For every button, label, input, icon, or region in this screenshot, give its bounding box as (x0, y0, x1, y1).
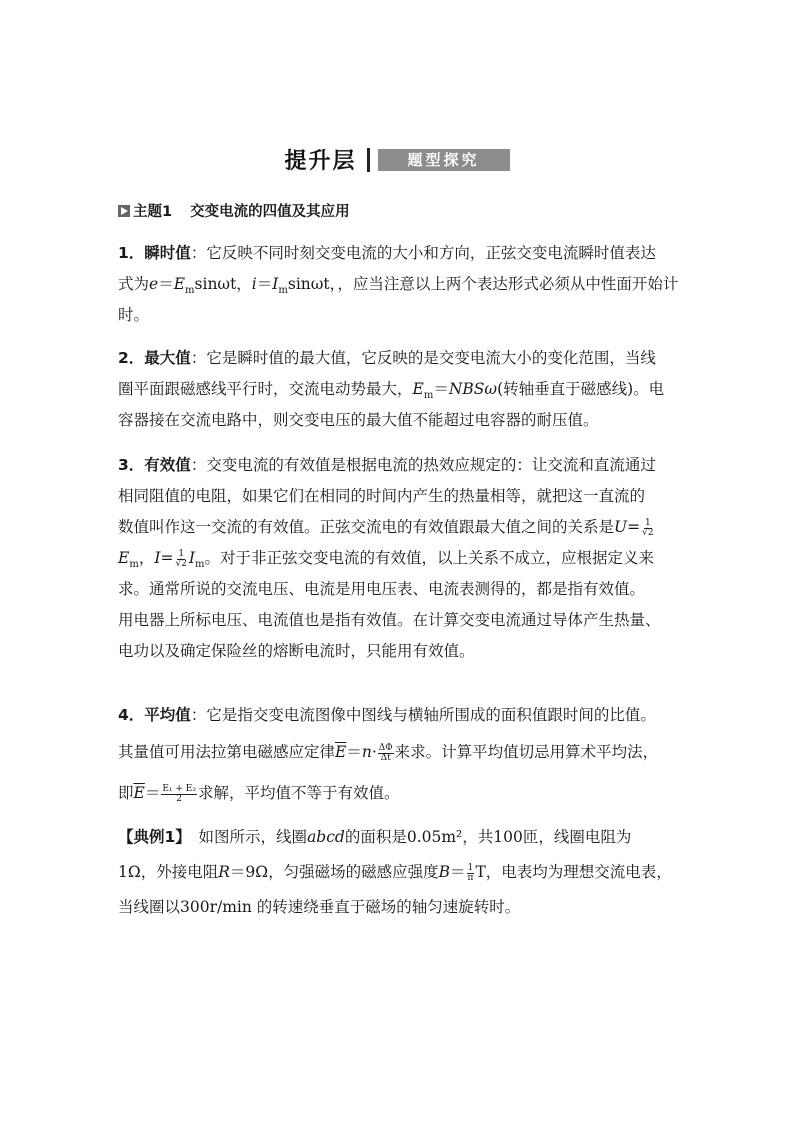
symbol-abcd: abcd (307, 828, 345, 846)
text-line: 当线圈以300r/min 的转速绕垂直于磁场的轴匀速旋转时。 (118, 898, 521, 916)
text-line: 时。 (118, 306, 150, 324)
example-problem (118, 822, 684, 923)
text-line: 容器接在交流电路中，则交变电压的最大值不能超过电容器的耐压值。 (118, 411, 599, 429)
subscript-m: m (185, 285, 195, 297)
equals: = (160, 549, 174, 567)
header-badge: 题型探究 (378, 149, 510, 171)
term-effective: 有效值 (144, 456, 191, 474)
paragraph-instantaneous (118, 238, 684, 331)
fraction-e-sum (161, 785, 197, 804)
denominator: √2 (175, 558, 187, 569)
numerator: 1 (178, 548, 185, 559)
text-line: 相同阻值的电阻，如果它们在相同的时间内产生的热量相等，就把这一直流的 (118, 487, 646, 505)
topic-label: 主题1 (133, 204, 173, 220)
text-line: T，电表均为理想交流电表， (475, 863, 672, 881)
symbol-I: I (154, 549, 161, 567)
text-line: ：它是瞬时值的最大值，它反映的是交变电流大小的变化范围，当线 (190, 349, 656, 367)
term-average: 平均值 (144, 706, 191, 724)
symbol-E-bar: $\overline{E}$ (133, 784, 145, 802)
term-instantaneous: 瞬时值 (144, 244, 191, 262)
text-line: 数值叫作这一交流的有效值。正弦交流电的有效值跟最大值之间的关系是 (118, 518, 615, 536)
text-line: 如图所示，线圈 (183, 828, 308, 846)
sin-omega-t: sinωt， (287, 275, 338, 293)
symbol-E: E (118, 549, 130, 567)
header-title: 提升层 (284, 149, 357, 174)
sin-omega-t: sinωt， (194, 275, 252, 293)
text-line: 式为 (118, 275, 150, 293)
denominator: 2 (176, 793, 183, 804)
symbol-n: n (361, 743, 372, 761)
text-line: 1Ω，外接电阻 (118, 863, 219, 881)
symbol-U: U (614, 518, 628, 536)
section-header (0, 144, 794, 175)
symbol-E: E (173, 275, 186, 293)
text-line: 求。通常所说的交流电压、电流是用电压表、电流表测得的，都是指有效值。 (118, 580, 646, 598)
separator: ， (138, 549, 155, 567)
fraction-1-over-pi (467, 864, 475, 883)
item-number: 3． (118, 456, 145, 474)
symbol-e: e (149, 275, 159, 293)
equals: ＝ (450, 863, 466, 881)
text-line: 即 (118, 784, 134, 802)
equals: ＝ (158, 275, 174, 293)
example-label: 【典例1】 (118, 828, 184, 846)
symbol-I: I (272, 275, 279, 293)
play-arrow-icon (118, 205, 130, 217)
symbol-I: I (188, 549, 196, 567)
denominator: Δt (380, 752, 391, 763)
denominator: √2 (642, 527, 654, 538)
numerator: E₁ + E₂ (162, 783, 196, 794)
paragraph-effective (118, 450, 684, 667)
item-number: 4． (118, 706, 145, 724)
symbol-E-bar: $\overline{E}$ (335, 743, 347, 761)
fraction-1-over-root2 (641, 519, 654, 538)
text-line: 来求。计算平均值切忌用算术平均法， (394, 743, 659, 761)
numerator: ΔΦ (378, 742, 393, 753)
equals: ＝ (144, 784, 161, 802)
symbol-R: R (218, 863, 230, 881)
symbol-i: i (251, 275, 257, 293)
paragraph-average (118, 700, 684, 809)
text-line: 电功以及确定保险丝的熔断电流时，只能用有效值。 (118, 642, 475, 660)
numerator: 1 (467, 862, 474, 873)
text-line: 。对于非正弦交变电流的有效值，以上关系不成立，应根据定义来 (204, 549, 655, 567)
symbol-B: B (438, 863, 450, 881)
text-line: 用电器上所标电压、电流值也是指有效值。在计算交变电流通过导体产生热量、 (118, 611, 661, 629)
text-line: 的面积是0.05m²，共100匝，线圈电阻为 (344, 828, 632, 846)
dot: · (371, 743, 377, 761)
subscript-m: m (278, 285, 288, 297)
text-line: ，应当注意以上两个表达形式必须从中性面开始计 (337, 275, 679, 293)
equals: ＝ (256, 275, 273, 293)
fraction-1-over-root2 (174, 550, 187, 569)
subscript-m: m (423, 390, 434, 402)
text-line: ：它是指交变电流图像中图线与横轴所围成的面积值跟时间的比值。 (190, 706, 656, 724)
item-number: 1． (118, 244, 145, 262)
text-line: ＝9Ω，匀强磁场的磁感应强度 (229, 863, 439, 881)
fraction-dphi-dt (378, 744, 394, 763)
header-divider (367, 148, 370, 172)
equals: ＝ (433, 380, 449, 398)
text-line: 其量值可用法拉第电磁感应定律 (118, 743, 336, 761)
text-line: 求解，平均值不等于有效值。 (197, 784, 400, 802)
paragraph-maximum (118, 343, 684, 436)
term-maximum: 最大值 (144, 349, 191, 367)
symbol-E: E (412, 380, 424, 398)
subscript-m: m (195, 559, 205, 571)
topic-title: 交变电流的四值及其应用 (190, 204, 350, 220)
text-line: ：它反映不同时刻交变电流的大小和方向，正弦交变电流瞬时值表达 (190, 244, 656, 262)
denominator: π (467, 872, 474, 883)
equals: = (627, 518, 641, 536)
numerator: 1 (644, 517, 651, 528)
item-number: 2． (118, 349, 145, 367)
text-line: ：交变电流的有效值是根据电流的热效应规定的：让交流和直流通过 (190, 456, 656, 474)
formula-nbsw: NBSω (448, 380, 498, 398)
text-line: 圈平面跟磁感线平行时，交流电动势最大， (118, 380, 413, 398)
equals: ＝ (346, 743, 362, 761)
topic-heading (118, 200, 350, 221)
subscript-m: m (129, 559, 139, 571)
text-line: (转轴垂直于磁感线)。电 (497, 380, 665, 398)
